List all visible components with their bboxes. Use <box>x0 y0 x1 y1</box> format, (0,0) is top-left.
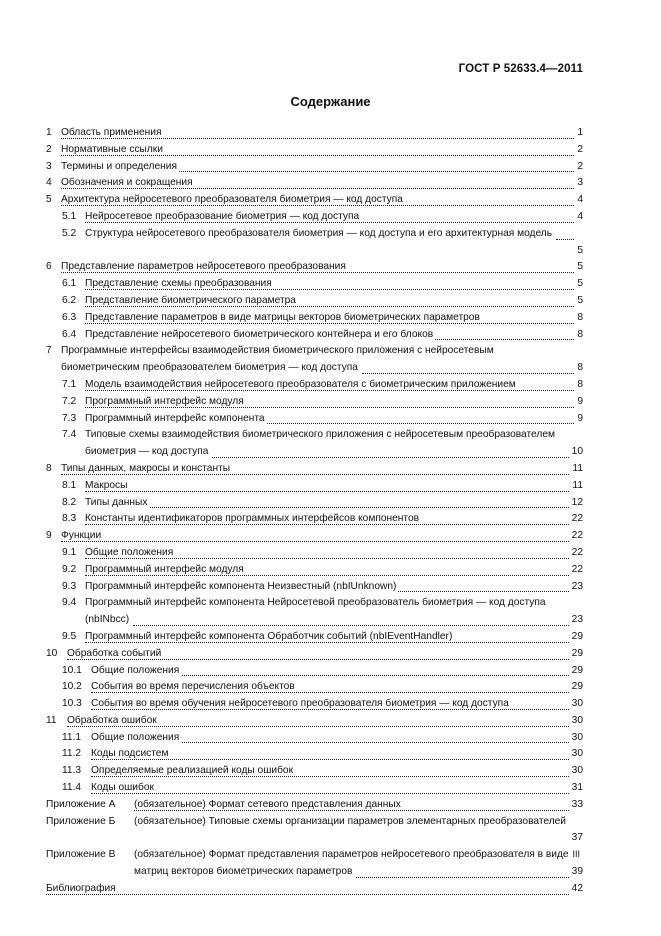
toc-entry-title: (обязательное) Типовые схемы организации параметров элементарных преобразователей <box>134 815 566 827</box>
toc-entry-page: 10 <box>569 444 583 461</box>
toc-entry <box>46 562 583 579</box>
toc-entry-title: Архитектура нейросетевого преобразователя биометрия — код доступа <box>61 194 403 206</box>
toc-entry-number: 5 <box>46 194 52 206</box>
toc-entry-number: 7.1 <box>62 378 77 390</box>
toc-entry <box>46 276 583 293</box>
toc-entry-page: 42 <box>569 881 583 898</box>
toc-entry-page: 30 <box>569 746 583 763</box>
toc-entry-title: Программный интерфейс компонента Нейросетевой преобразователь биометрия — код доступа (nbINbcc) <box>85 597 546 626</box>
toc-entry-title: Определяемые реализацией коды ошибок <box>91 765 294 777</box>
toc-entry <box>46 192 583 209</box>
toc-entry <box>46 377 583 394</box>
toc-entry-title: Коды ошибок <box>91 782 154 794</box>
dot-leader <box>85 491 569 492</box>
toc-entry-page: 12 <box>569 495 583 512</box>
toc-entry-number: 8.1 <box>62 479 77 491</box>
toc-entry <box>46 545 583 562</box>
page-title: Содержание <box>290 94 371 109</box>
toc-entry <box>46 579 583 596</box>
toc-entry-title: Программный интерфейс компонента Неизвестный (nbIUnknown) <box>85 580 397 592</box>
toc-entry-title: Библиография <box>46 882 116 894</box>
toc-entry-title: Типы данных, макросы и константы <box>61 462 231 474</box>
toc-entry-page: 29 <box>569 679 583 696</box>
toc-entry-title: Общие положения <box>85 546 174 558</box>
toc-entry-title: (обязательное) Формат сетевого представления данных <box>134 798 401 810</box>
toc-entry-number: 9.4 <box>62 597 77 609</box>
toc-entry-title: Обработка ошибок <box>67 714 157 726</box>
toc-entry-title: (обязательное) Формат представления параметров нейросетевого преобразователя в виде матриц векторов биометрических параметров <box>134 849 569 878</box>
toc-entry-page: 5 <box>574 293 583 310</box>
toc-entry-title: Программный интерфейс модуля <box>85 395 244 407</box>
toc-entry <box>46 746 583 763</box>
toc-entry-number: 9.1 <box>62 546 77 558</box>
toc-entry-number: 11.1 <box>62 731 82 743</box>
toc-entry <box>46 175 583 192</box>
dot-leader <box>61 541 569 542</box>
toc-entry-number: 7.3 <box>62 412 77 424</box>
page-number: III <box>572 849 580 859</box>
toc-entry-number: 10.3 <box>62 698 82 710</box>
toc-entry-title: События во время обучения нейросетевого преобразователя биометрия — код доступа <box>91 698 509 710</box>
toc-entry-title: Коды подсистем <box>91 748 169 760</box>
toc-entry-page: 11 <box>569 461 583 478</box>
toc-entry-number: 6.2 <box>62 294 77 306</box>
toc-entry-title: Константы идентификаторов программных интерфейсов компонентов <box>85 513 420 525</box>
toc-entry-page: 8 <box>574 310 583 327</box>
toc-entry-number: Приложение А <box>46 798 116 810</box>
toc-entry-title: Нормативные ссылки <box>61 143 163 155</box>
toc-entry <box>46 226 583 260</box>
toc-entry-page: 29 <box>569 629 583 646</box>
toc-entry <box>46 663 583 680</box>
toc-entry-page: 23 <box>569 579 583 596</box>
dot-leader <box>356 877 568 878</box>
toc-entry-title: Термины и определения <box>61 160 177 172</box>
toc-entry-number: 8.3 <box>62 513 77 525</box>
toc-entry <box>46 696 583 713</box>
dot-leader <box>61 188 574 189</box>
toc-entry-page: 5 <box>574 276 583 293</box>
toc-entry-title: Представление нейросетевого биометрического контейнера и его блоков <box>85 328 434 340</box>
toc-entry <box>46 327 583 344</box>
toc-entry-title: Представление параметров нейросетевого преобразования <box>61 261 346 273</box>
toc-entry <box>46 125 583 142</box>
toc-entry-number: 10 <box>46 647 58 659</box>
dot-leader <box>85 524 569 525</box>
toc-entry-page: 23 <box>569 612 583 629</box>
toc-entry-number: Приложение Б <box>46 815 116 827</box>
toc-entry <box>46 679 583 696</box>
toc-entry-number: 9.3 <box>62 580 77 592</box>
toc-entry-number: 2 <box>46 143 52 155</box>
toc-entry-page: 8 <box>574 377 583 394</box>
toc-entry <box>46 763 583 780</box>
toc-entry <box>46 629 583 646</box>
toc-entry-number: 10.2 <box>62 681 82 693</box>
toc-entry-number: 6.4 <box>62 328 77 340</box>
toc-entry-page: 37 <box>569 830 583 847</box>
dot-leader <box>91 692 569 693</box>
toc-entry <box>46 780 583 797</box>
toc-entry-page: 30 <box>569 763 583 780</box>
toc-entry-page: 1 <box>574 125 583 142</box>
toc-entry-page: 29 <box>569 646 583 663</box>
dot-leader <box>61 205 574 206</box>
toc-entry <box>46 528 583 545</box>
toc-entry-page: 22 <box>569 545 583 562</box>
toc-entry-number: 10.1 <box>62 664 82 676</box>
toc-entry-number: Приложение В <box>46 849 116 861</box>
toc-entry-number: 5.1 <box>62 210 77 222</box>
dot-leader <box>85 289 574 290</box>
toc-entry-title: Типы данных <box>85 496 148 508</box>
toc-entry-title: Функции <box>61 530 102 542</box>
toc-entry <box>46 209 583 226</box>
toc-entry-page: 31 <box>569 780 583 797</box>
toc-entry-page: 2 <box>574 142 583 159</box>
toc-entry-number: 6.3 <box>62 311 77 323</box>
dot-leader <box>133 625 568 626</box>
toc-entry-number: 11.4 <box>62 782 82 794</box>
toc-entry-page: 5 <box>574 259 583 276</box>
toc-entry-page: 30 <box>569 696 583 713</box>
toc-entry <box>46 159 583 176</box>
toc-entry-title: Общие положения <box>91 731 180 743</box>
toc-entry-number: 9.5 <box>62 630 77 642</box>
toc-entry <box>46 881 583 898</box>
toc-entry-page: 4 <box>574 192 583 209</box>
toc-entry-title: События во время перечисления объектов <box>91 681 295 693</box>
toc-entry <box>46 259 583 276</box>
dot-leader <box>91 776 569 777</box>
toc-entry-number: 3 <box>46 160 52 172</box>
toc-entry-number: 6.1 <box>62 278 77 290</box>
dot-leader <box>91 709 569 710</box>
toc-entry-number: 11.2 <box>62 748 82 760</box>
toc-entry-number: 9 <box>46 530 52 542</box>
toc-entry-number: 8 <box>46 462 52 474</box>
toc-entry-page: 29 <box>569 663 583 680</box>
toc-entry <box>46 310 583 327</box>
toc-entry-page: 8 <box>574 360 583 377</box>
toc-entry-title: Программный интерфейс компонента Обработчик событий (nbIEventHandler) <box>85 630 453 642</box>
toc-entry-title: Нейросетевое преобразование биометрия — код доступа <box>85 210 360 222</box>
toc-entry-page: 3 <box>574 175 583 192</box>
toc-entry-page: 33 <box>569 797 583 814</box>
toc-entry-title: Модель взаимодействия нейросетевого преобразователя с биометрическим приложением <box>85 378 516 390</box>
toc-entry <box>46 797 583 814</box>
dot-leader <box>85 507 569 508</box>
toc-entry <box>46 814 583 848</box>
dot-leader <box>61 272 574 273</box>
toc-entry-page: 30 <box>569 730 583 747</box>
toc-entry-title: Макросы <box>85 479 128 491</box>
dot-leader <box>556 239 574 240</box>
toc-entry-page: 39 <box>569 864 583 881</box>
toc-entry <box>46 511 583 528</box>
toc-entry-number: 11.3 <box>62 765 82 777</box>
toc-entry <box>46 142 583 159</box>
toc-entry-number: 7.2 <box>62 395 77 407</box>
toc-entry-title: Программные интерфейсы взаимодействия биометрического приложения с нейросетевым биометрическим преобразователем биометрия — код доступа <box>61 345 494 374</box>
toc-entry-number: 1 <box>46 127 52 138</box>
standard-number: ГОСТ Р 52633.4—2011 <box>458 63 583 75</box>
dot-leader <box>46 894 569 895</box>
toc-entry-title: Программный интерфейс компонента <box>85 412 265 424</box>
toc-entry-number: 8.2 <box>62 496 77 508</box>
toc-entry-title: Представление схемы преобразования <box>85 278 272 290</box>
toc-entry-title: Обозначения и сокращения <box>61 177 193 189</box>
toc-entry <box>46 293 583 310</box>
toc-entry-page: 9 <box>574 394 583 411</box>
toc-entry <box>46 461 583 478</box>
toc-entry-number: 5.2 <box>62 227 77 239</box>
toc-entry <box>46 730 583 747</box>
dot-leader <box>91 759 569 760</box>
toc-entry-page: 9 <box>574 411 583 428</box>
toc-entry <box>46 713 583 730</box>
toc-entry-title: Общие положения <box>91 664 180 676</box>
toc-entry-title: Программный интерфейс модуля <box>85 563 244 575</box>
toc-entry-page: 2 <box>574 159 583 176</box>
toc-entry-page: 22 <box>569 528 583 545</box>
toc-entry <box>46 847 583 881</box>
toc-entry <box>46 495 583 512</box>
dot-leader <box>91 793 569 794</box>
toc-entry-number: 7 <box>46 345 52 357</box>
toc-entry-page: 11 <box>569 478 583 495</box>
toc-entry <box>46 394 583 411</box>
toc-entry-number: 7.4 <box>62 429 77 441</box>
toc-entry <box>46 478 583 495</box>
toc-entry-title: Представление биометрического параметра <box>85 294 296 306</box>
toc-entry-title: Область применения <box>61 127 162 138</box>
toc-entry <box>46 411 583 428</box>
dot-leader <box>362 373 574 374</box>
table-of-contents <box>46 125 583 898</box>
toc-entry-page: 22 <box>569 562 583 579</box>
toc-entry-title: Представление параметров в виде матрицы векторов биометрических параметров <box>85 311 480 323</box>
toc-entry-page: 4 <box>574 209 583 226</box>
toc-entry-page: 30 <box>569 713 583 730</box>
toc-entry <box>46 343 583 377</box>
toc-entry-number: 9.2 <box>62 563 77 575</box>
toc-entry-page: 5 <box>574 243 583 260</box>
toc-entry <box>46 595 583 629</box>
toc-entry-page: 22 <box>569 511 583 528</box>
toc-entry <box>46 427 583 461</box>
toc-entry-title: Обработка событий <box>67 647 162 659</box>
toc-entry <box>46 646 583 663</box>
toc-entry-number: 4 <box>46 177 52 189</box>
toc-entry-title: Структура нейросетевого преобразователя биометрия — код доступа и его архитектурная модель <box>85 227 553 239</box>
toc-entry-title: Типовые схемы взаимодействия биометрического приложения с нейросетевым преобразователем биометрия — код доступа <box>85 429 555 458</box>
dot-leader <box>212 457 568 458</box>
toc-entry-page: 8 <box>574 327 583 344</box>
toc-entry-number: 11 <box>46 714 57 726</box>
toc-entry-number: 6 <box>46 261 52 273</box>
